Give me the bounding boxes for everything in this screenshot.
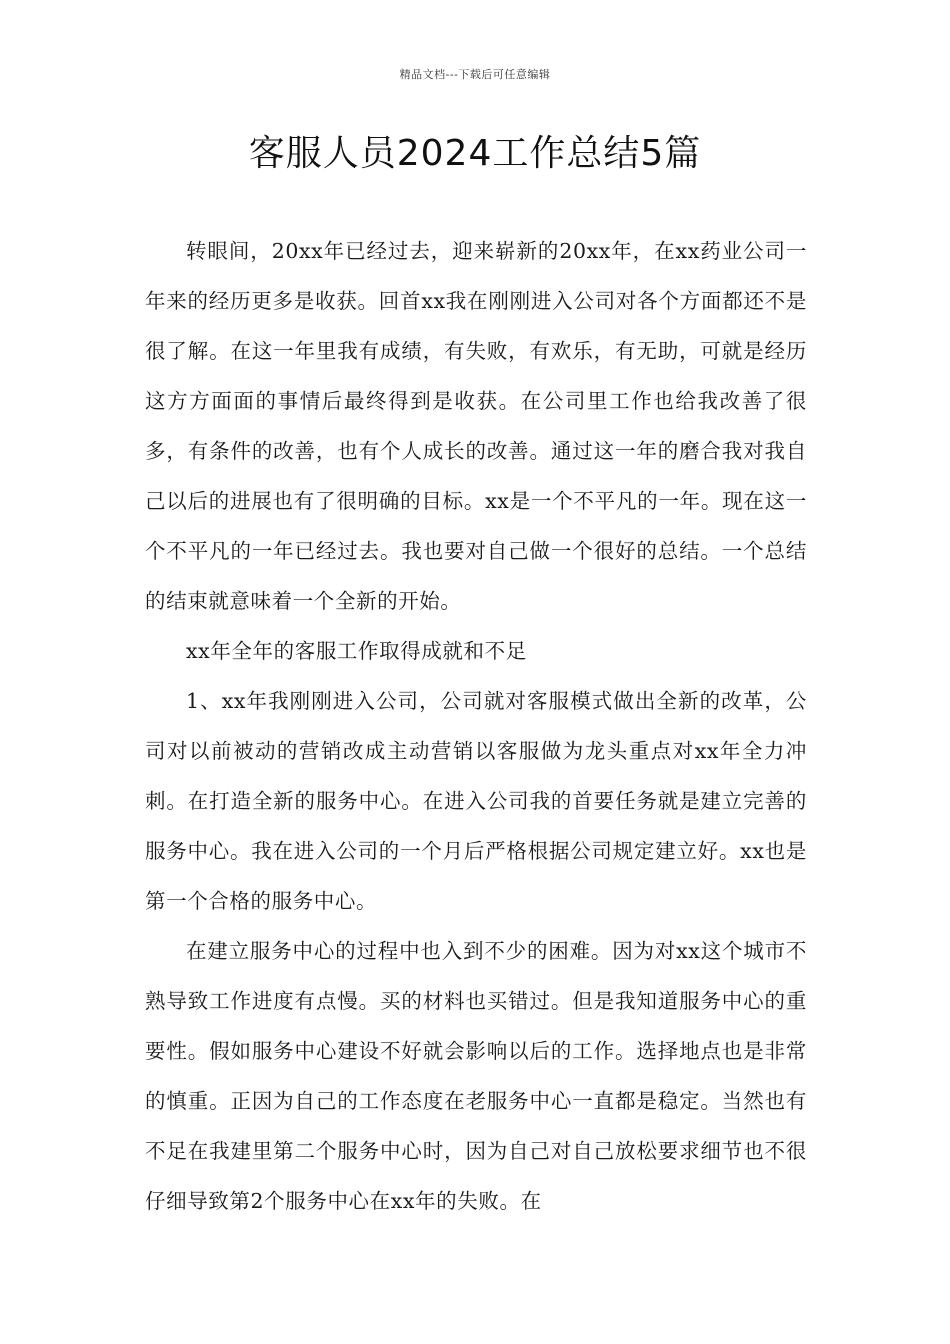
- paragraph-item-1: 1、xx年我刚刚进入公司，公司就对客服模式做出全新的改革，公司对以前被动的营销改成主动营销以客服做为龙头重点对xx年全力冲刺。在打造全新的服务中心。在进入公司我的首要任务就是建立完善的服务中心。我在进入公司的一个月后严格根据公司规定建立好。xx也是第一个合格的服务中心。: [145, 689, 807, 913]
- paragraph-section-heading: xx年全年的客服工作取得成就和不足: [186, 639, 527, 663]
- header-note: 精品文档---下载后可任意编辑: [399, 68, 551, 81]
- document-title: 客服人员2024工作总结5篇: [248, 133, 702, 174]
- paragraph-intro: 转眼间，20xx年已经过去，迎来崭新的20xx年，在xx药业公司一年来的经历更多是收获。回首xx我在刚刚进入公司对各个方面都还不是很了解。在这一年里我有成绩，有失败，有欢乐，有无助，可就是经历这方方面面的事情后最终得到是收获。在公司里工作也给我改善了很多，有条件的改善，也有个人成长的改善。通过这一年的磨合我对我自己以后的进展也有了很明确的目标。xx是一个不平凡的一年。现在这一个不平凡的一年已经过去。我也要对自己做一个很好的总结。一个总结的结束就意味着一个全新的开始。: [145, 239, 807, 613]
- paragraph-service-center: 在建立服务中心的过程中也入到不少的困难。因为对xx这个城市不熟导致工作进度有点慢。买的材料也买错过。但是我知道服务中心的重要性。假如服务中心建设不好就会影响以后的工作。选择地点也是非常的慎重。正因为自己的工作态度在老服务中心一直都是稳定。当然也有不足在我建里第二个服务中心时，因为自己对自己放松要求细节也不很仔细导致第2个服务中心在xx年的失败。在: [145, 939, 807, 1213]
- document-body: [145, 226, 807, 1226]
